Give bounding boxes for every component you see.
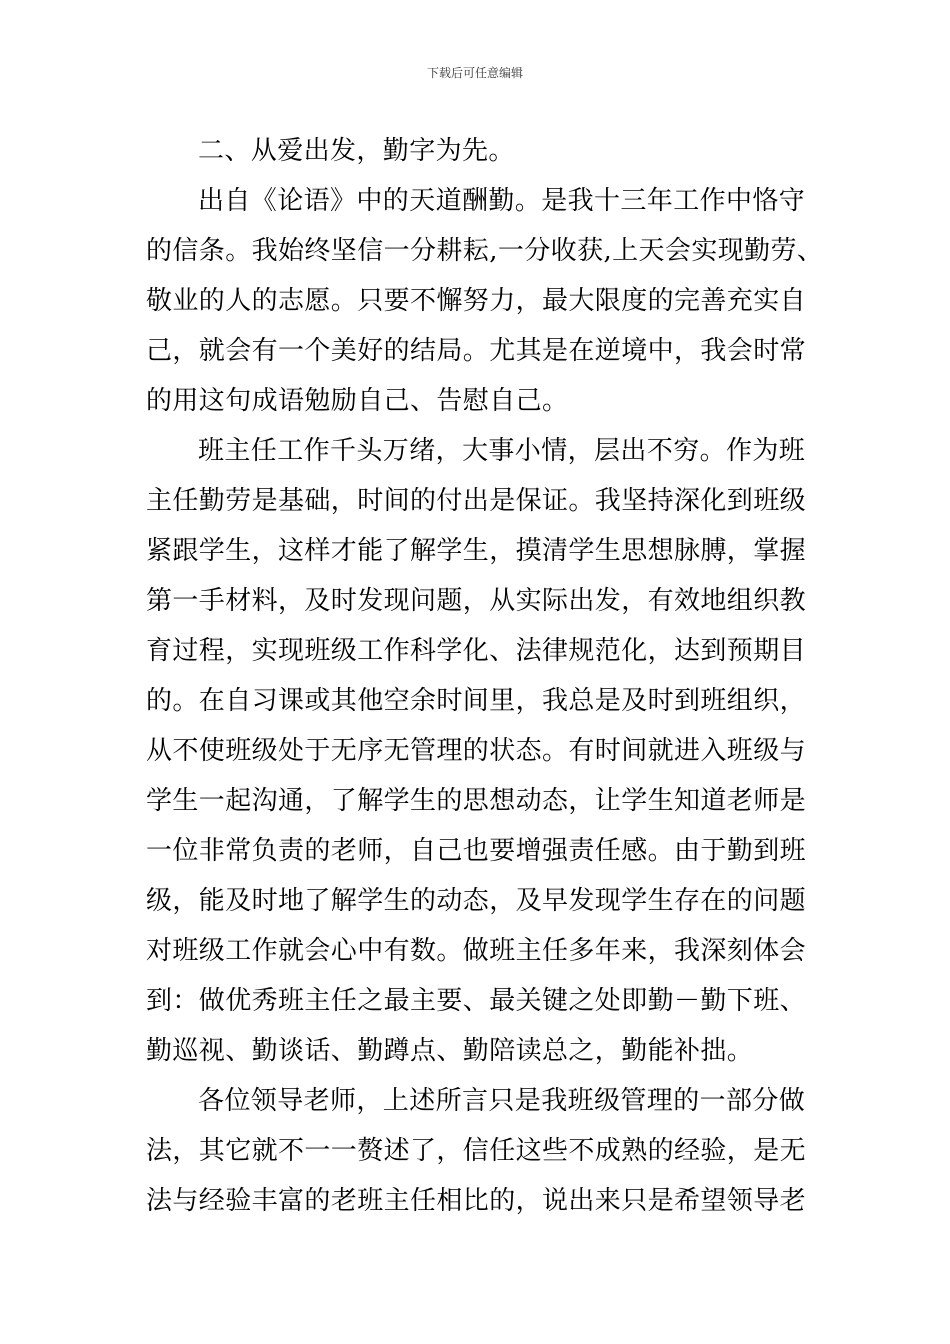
paragraph-line: 育过程，实现班级工作科学化、法律规范化，达到预期目 (146, 636, 807, 666)
page-header: 下载后可任意编辑 (426, 66, 523, 80)
paragraph-line: 的用这句成语勉励自己、告慰自己。 (146, 386, 569, 416)
paragraph-line: 出自《论语》中的天道酬勤。是我十三年工作中恪守 (198, 186, 806, 216)
paragraph-line: 勤巡视、勤谈话、勤蹲点、勤陪读总之，勤能补拙。 (146, 1036, 754, 1066)
paragraph-line: 的。在自习课或其他空余时间里，我总是及时到班组织， (146, 686, 807, 716)
section-heading: 二、从爱出发，勤字为先。 (198, 136, 515, 166)
paragraph-line: 法，其它就不一一赘述了，信任这些不成熟的经验，是无 (146, 1136, 807, 1166)
paragraph-line: 班主任工作千头万绪，大事小情，层出不穷。作为班 (198, 436, 806, 466)
document-body (146, 126, 826, 1226)
paragraph-line: 从不使班级处于无序无管理的状态。有时间就进入班级与 (146, 736, 807, 766)
paragraph-line: 到：做优秀班主任之最主要、最关键之处即勤－勤下班、 (146, 986, 807, 1016)
paragraph-line: 敬业的人的志愿。只要不懈努力，最大限度的完善充实自 (146, 286, 807, 316)
paragraph-line: 各位领导老师，上述所言只是我班级管理的一部分做 (198, 1086, 806, 1116)
paragraph-line: 第一手材料，及时发现问题，从实际出发，有效地组织教 (146, 586, 807, 616)
paragraph-line: 一位非常负责的老师，自己也要增强责任感。由于勤到班 (146, 836, 807, 866)
paragraph-line: 对班级工作就会心中有数。做班主任多年来，我深刻体会 (146, 936, 807, 966)
paragraph-line: 己，就会有一个美好的结局。尤其是在逆境中，我会时常 (146, 336, 807, 366)
paragraph-line: 法与经验丰富的老班主任相比的，说出来只是希望领导老 (146, 1186, 807, 1216)
paragraph-line: 主任勤劳是基础，时间的付出是保证。我坚持深化到班级 (146, 486, 807, 516)
paragraph-line: 学生一起沟通，了解学生的思想动态，让学生知道老师是 (146, 786, 807, 816)
paragraph-line: 紧跟学生，这样才能了解学生，摸清学生思想脉膊，掌握 (146, 536, 807, 566)
paragraph-line: 级，能及时地了解学生的动态，及早发现学生存在的问题 (146, 886, 807, 916)
paragraph-line: 的信条。我始终坚信一分耕耘,一分收获,上天会实现勤劳、 (146, 236, 824, 266)
